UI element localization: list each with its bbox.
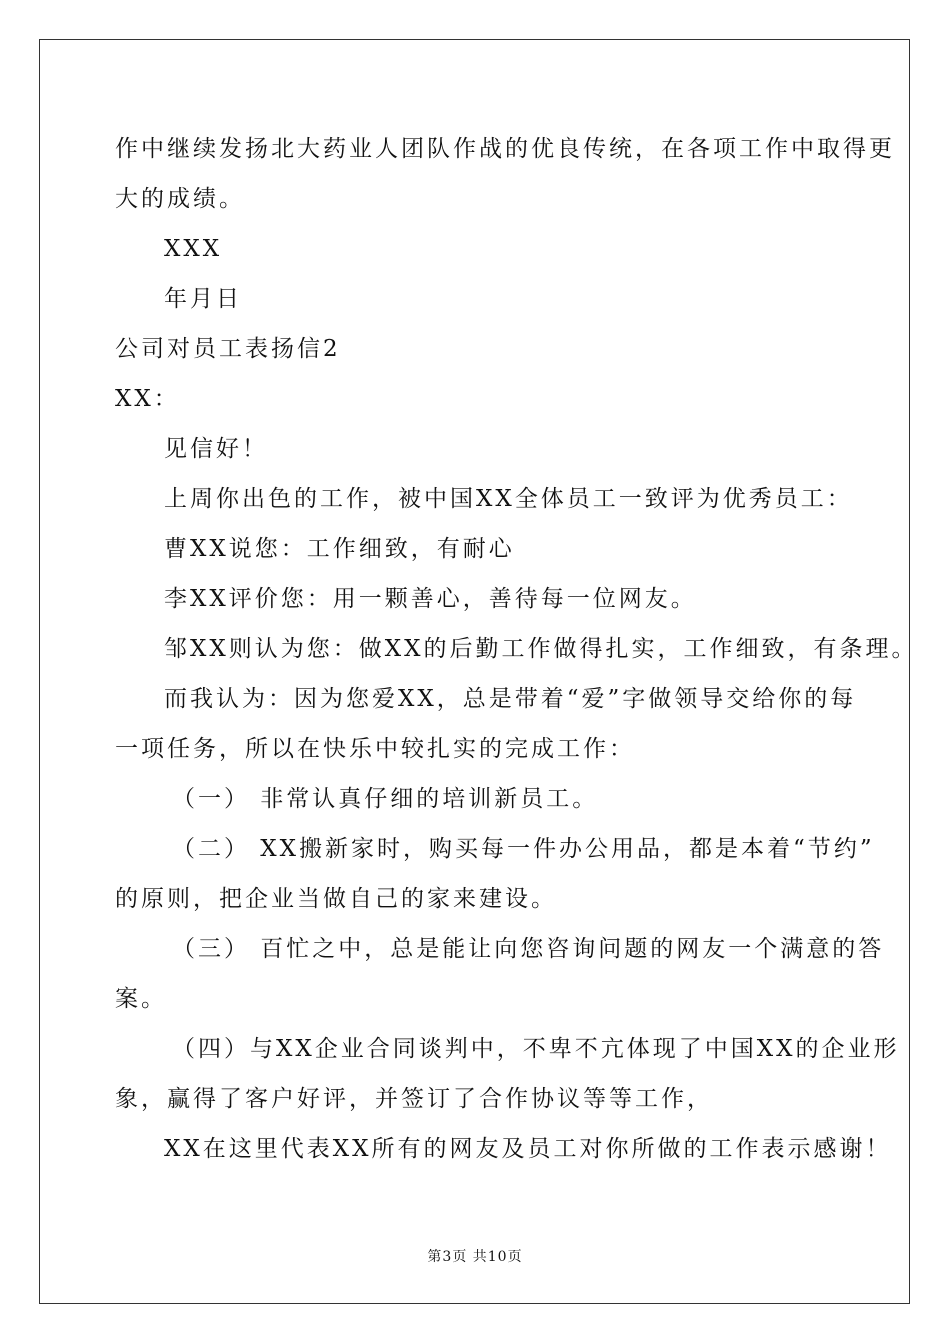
body-line-1: 作中继续发扬北大药业人团队作战的优良传统，在各项工作中取得更 (115, 136, 895, 162)
signature-name: XXX (164, 236, 223, 262)
signature-date: 年月日 (164, 286, 242, 312)
page-footer: 第3页 共10页 (427, 1249, 523, 1265)
salutation: XX： (115, 386, 180, 412)
list-item-4-cont: 象，赢得了客户好评，并签订了合作协议等等工作， (115, 1086, 713, 1112)
body-line-2: 大的成绩。 (115, 186, 245, 212)
greeting: 见信好！ (164, 436, 268, 462)
list-item-4: （四）与XX企业合同谈判中，不卑不亢体现了中国XX的企业形 (172, 1036, 900, 1062)
page-frame (39, 39, 910, 1304)
body-line-5: 李XX评价您：用一颗善心，善待每一位网友。 (164, 586, 697, 612)
body-line-6: 邹XX则认为您：做XX的后勤工作做得扎实，工作细致，有条理。 (164, 636, 918, 662)
body-line-8: 一项任务，所以在快乐中较扎实的完成工作： (115, 736, 635, 762)
section-title: 公司对员工表扬信2 (115, 336, 341, 362)
list-item-3: （三） 百忙之中，总是能让向您咨询问题的网友一个满意的答 (172, 936, 885, 962)
closing-line: XX在这里代表XX所有的网友及员工对你所做的工作表示感谢！ (164, 1136, 892, 1162)
body-line-7: 而我认为：因为您爱XX，总是带着“爱”字做领导交给你的每 (164, 686, 857, 712)
body-line-3: 上周你出色的工作，被中国XX全体员工一致评为优秀员工： (164, 486, 853, 512)
body-line-4: 曹XX说您：工作细致，有耐心 (164, 536, 515, 562)
list-item-2-cont: 的原则，把企业当做自己的家来建设。 (115, 886, 557, 912)
list-item-1: （一） 非常认真仔细的培训新员工。 (172, 786, 599, 812)
list-item-3-cont: 案。 (115, 986, 167, 1012)
list-item-2: （二） XX搬新家时，购买每一件办公用品，都是本着“节约” (172, 836, 875, 862)
